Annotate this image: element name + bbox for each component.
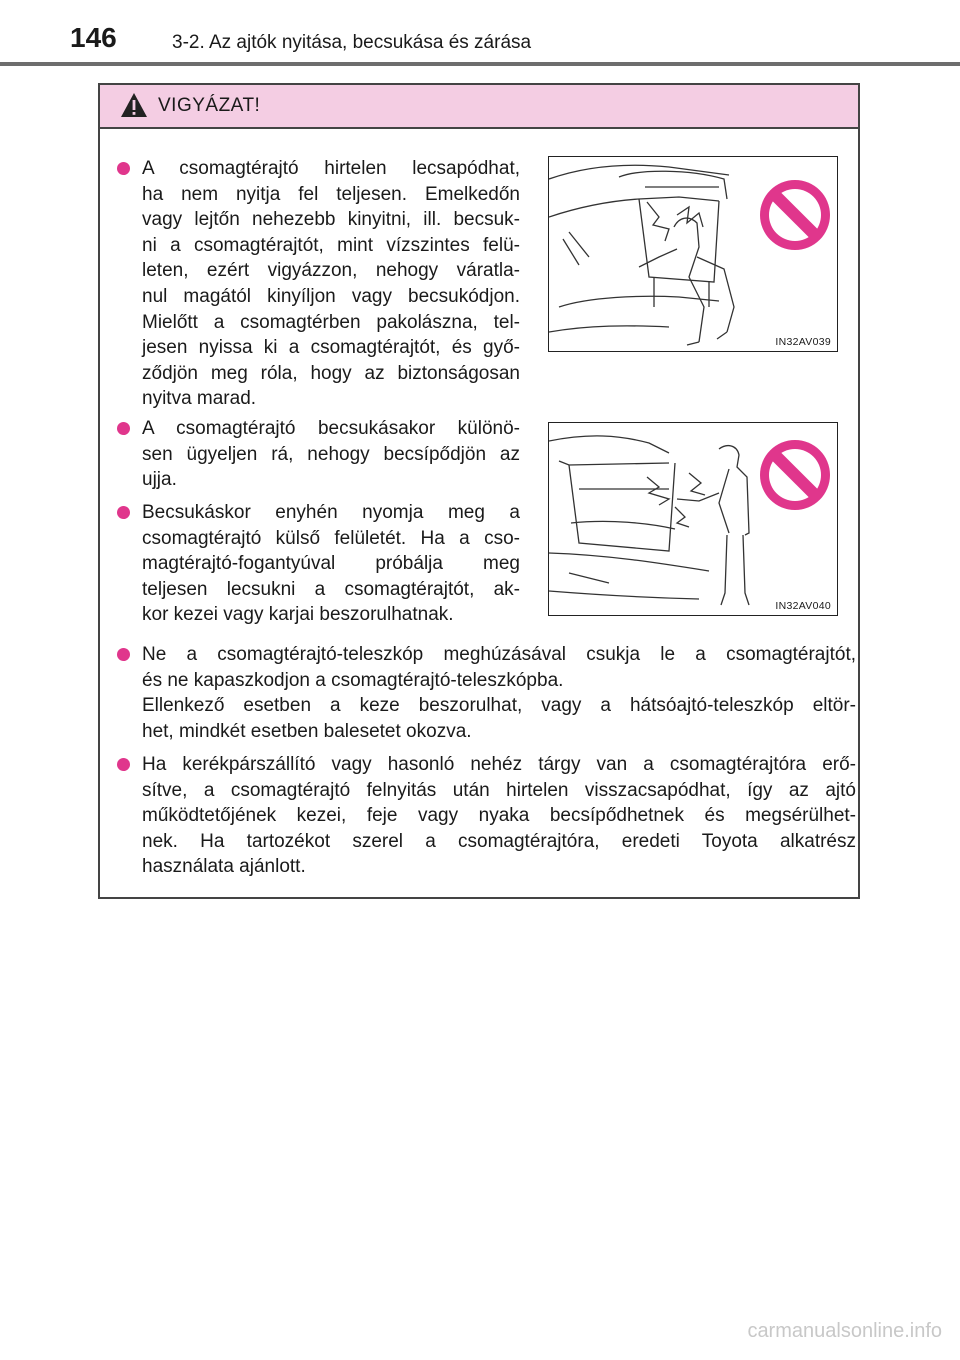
bullet-item-1 [116,156,520,412]
page-header [0,0,960,72]
bullet-line: Ne a csomagtérajtó-teleszkóp meghúzásával csukja le a csomagtérajtót, [142,644,856,665]
figure-trunk-open-hazard [548,156,838,352]
figure-code: IN32AV039 [775,336,831,348]
bullet-line: kor kezei vagy karjai beszorulhatnak. [142,604,454,626]
bullet-line: nek. Ha tartozékot szerel a csomagtérajtóra, eredeti Toyota alkatrész [142,830,856,852]
bullet-line: csomagtérajtó külső felületét. Ha a cso- [142,527,520,549]
bullet-line: ződjön meg róla, hogy az biztonságosan [142,362,520,384]
person-closing-trunk-illustration [549,423,839,617]
bullet-line: és ne kapaszkodjon a csomagtérajtó-teleszkópba. [142,669,564,691]
bullet-line: Becsukáskor enyhén nyomja meg a [142,502,520,523]
figure-trunk-closing-hazard [548,422,838,616]
bullet-line: teljesen lecsukni a csomagtérajtót, ak- [142,578,520,600]
header-rule [0,62,960,66]
watermark: carmanualsonline.info [747,1320,942,1342]
bullet-item-3 [116,500,520,628]
bullet-line: A csomagtérajtó becsukásakor különö- [142,418,520,439]
bullet-marker [117,648,130,661]
prohibition-icon [760,180,830,250]
bullet-line: sítve, a csomagtérajtó felnyitás után hirtelen visszacsapódhat, így az ajtó [142,779,856,801]
figure-code: IN32AV040 [775,600,831,612]
bullet-line: Ha kerékpárszállító vagy hasonló nehéz tárgy van a csomagtérajtóra erő- [142,754,856,775]
bullet-line: Ellenkező esetben a keze beszorulhat, vagy a hátsóajtó-teleszkóp eltör- [142,695,856,717]
bullet-item-5 [116,752,856,880]
bullet-line: nul magától kinyíljon vagy becsukódjon. [142,285,520,307]
bullet-line: működtetőjének kezei, feje vagy nyaka becsípődhetnek és megsérülhet- [142,805,856,827]
bullet-line: leten, ezért vigyázzon, nehogy váratla- [142,260,520,282]
bullet-line: het, mindkét esetben balesetet okozva. [142,720,472,742]
chapter-title: 3-2. Az ajtók nyitása, becsukása és zárása [172,32,532,53]
bullet-line: magtérajtó-fogantyúval próbálja meg [142,553,520,575]
bullet-item-2 [116,416,520,493]
bullet-line: ni a csomagtérajtót, mint vízszintes felü- [142,234,520,256]
warning-triangle-icon [120,92,148,118]
bullet-line: sen ügyeljen rá, nehogy becsípődjön az [142,443,520,465]
bullet-marker [117,506,130,519]
caution-title: VIGYÁZAT! [158,95,261,116]
bullet-line: jesen nyissa ki a csomagtérajtót, és győ- [142,337,520,359]
caution-box [98,83,860,899]
prohibition-icon [760,440,830,510]
bullet-line: ha nem nyitja fel teljesen. Emelkedőn [142,183,520,205]
bullet-line: nyitva marad. [142,388,257,410]
bullet-marker [117,758,130,771]
bullet-line: ujja. [142,469,177,491]
bullet-line: Mielőtt a csomagtérben pakolászna, tel- [142,311,520,333]
bullet-line: vagy lejtőn nehezebb kinyitni, ill. becsuk- [142,209,520,231]
bullet-marker [117,162,130,175]
bullet-item-4 [116,642,856,744]
page-number: 146 [70,22,117,53]
bullet-line: A csomagtérajtó hirtelen lecsapódhat, [142,158,520,179]
bullet-marker [117,422,130,435]
trunk-closing-on-person-illustration [549,157,839,353]
bullet-line: használata ajánlott. [142,856,306,878]
caution-header [100,85,858,129]
